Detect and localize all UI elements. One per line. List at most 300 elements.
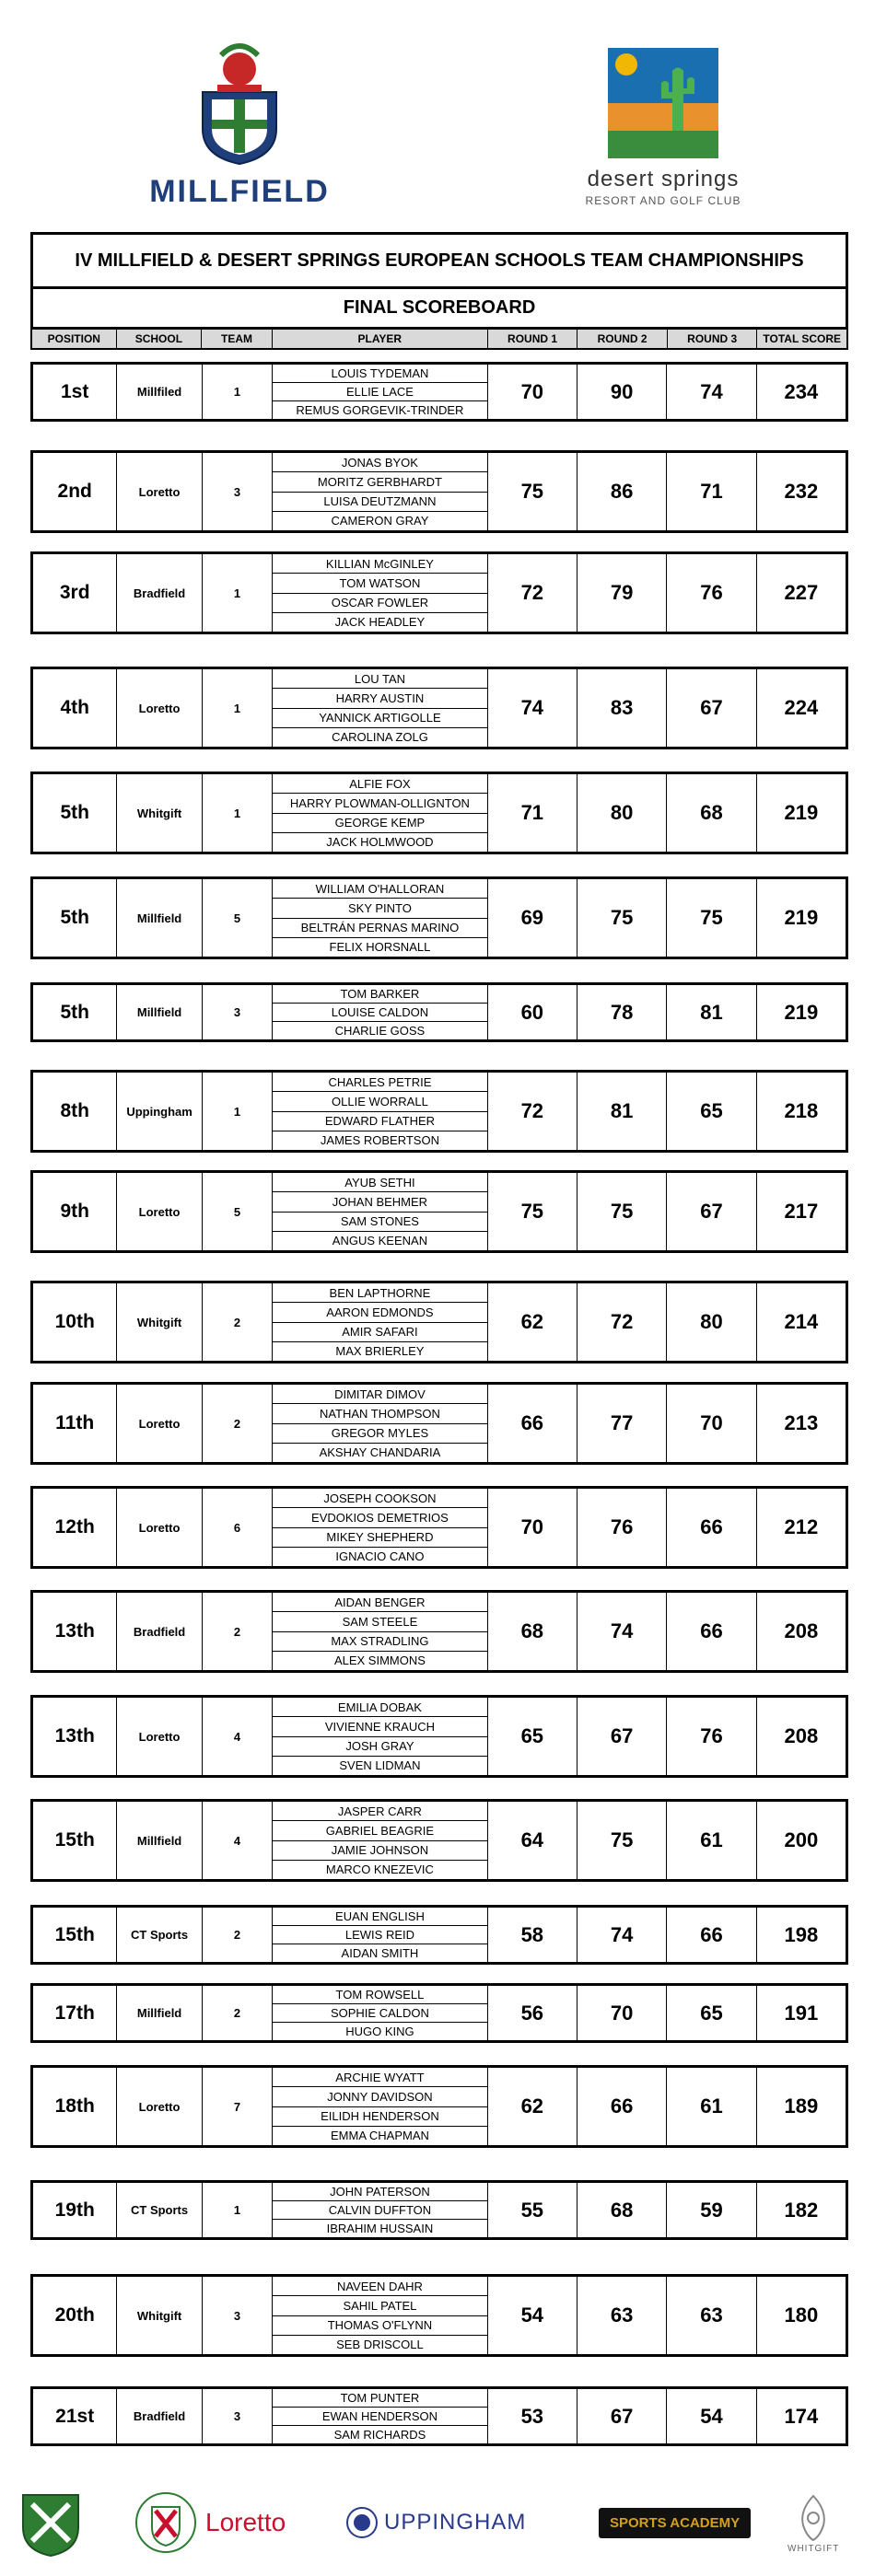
position-cell: 15th xyxy=(33,1908,117,1962)
scoreboard-subtitle: FINAL SCOREBOARD xyxy=(30,289,848,330)
player-name: HUGO KING xyxy=(345,2025,414,2038)
millfield-crest-icon xyxy=(184,37,295,166)
round-3-cell: 80 xyxy=(667,1283,756,1361)
school-cell: Bradfield xyxy=(117,1593,202,1670)
round-3-cell: 75 xyxy=(667,879,756,957)
total-score-cell: 219 xyxy=(784,906,819,929)
round-2-cell: 63 xyxy=(578,2277,667,2354)
school-cell: CT Sports xyxy=(117,2183,202,2237)
position-cell: 11th xyxy=(33,1385,117,1462)
position-cell: 2nd xyxy=(33,453,117,530)
team-cell: 7 xyxy=(203,2068,273,2145)
result-row xyxy=(30,1590,848,1673)
player-name: CAMERON GRAY xyxy=(331,514,429,528)
round-2-cell: 77 xyxy=(578,1385,667,1462)
school-cell: Millfield xyxy=(117,879,202,957)
player-name: LOU TAN xyxy=(273,669,486,689)
position-cell: 13th xyxy=(33,1593,117,1670)
player-name: GABRIEL BEAGRIE xyxy=(273,1821,486,1840)
position-cell: 10th xyxy=(33,1283,117,1361)
total-score-cell: 217 xyxy=(784,1200,819,1223)
player-name: EDWARD FLATHER xyxy=(273,1112,486,1131)
player-name: EMILIA DOBAK xyxy=(273,1698,486,1717)
player-name: EUAN ENGLISH xyxy=(273,1908,486,1926)
players-cell xyxy=(273,1173,487,1250)
whitgift-crest-icon xyxy=(790,2492,836,2544)
school-cell: Millfield xyxy=(117,1986,202,2040)
player-name: EMMA CHAPMAN xyxy=(330,2129,429,2143)
round-2-cell: 75 xyxy=(578,879,667,957)
position-cell: 15th xyxy=(33,1802,117,1879)
school-cell: Millfield xyxy=(117,1802,202,1879)
result-row xyxy=(30,1905,848,1965)
position-cell: 1st xyxy=(33,365,117,419)
round-1-cell: 62 xyxy=(488,1283,578,1361)
player-name: JONNY DAVIDSON xyxy=(273,2087,486,2106)
school-cell: Loretto xyxy=(117,1698,202,1775)
players-cell xyxy=(273,1283,487,1361)
players-cell xyxy=(273,554,487,632)
round-1-cell: 68 xyxy=(488,1593,578,1670)
player-name: YANNICK ARTIGOLLE xyxy=(273,709,486,728)
position-cell: 5th xyxy=(33,985,117,1039)
player-name: VIVIENNE KRAUCH xyxy=(273,1717,486,1736)
loretto-wordmark: Loretto xyxy=(205,2508,286,2536)
round-2-cell: 68 xyxy=(578,2183,667,2237)
player-name: EWAN HENDERSON xyxy=(273,2408,486,2426)
result-row xyxy=(30,2180,848,2240)
player-name: CAROLINA ZOLG xyxy=(332,730,428,745)
team-cell: 3 xyxy=(203,2389,273,2443)
player-name: JASPER CARR xyxy=(273,1802,486,1821)
player-name: CALVIN DUFFTON xyxy=(273,2201,486,2220)
player-name: JONAS BYOK xyxy=(273,453,486,472)
result-row xyxy=(30,2065,848,2148)
column-headers xyxy=(30,330,848,350)
players-cell xyxy=(273,1385,487,1462)
player-name: LOUISE CALDON xyxy=(273,1004,486,1022)
round-1-cell: 53 xyxy=(488,2389,578,2443)
school-cell: Whitgift xyxy=(117,2277,202,2354)
team-cell: 1 xyxy=(203,1073,273,1150)
round-2-cell: 66 xyxy=(578,2068,667,2145)
result-row xyxy=(30,2274,848,2357)
player-name: JACK HOLMWOOD xyxy=(326,835,434,850)
total-score-cell: 219 xyxy=(784,801,819,824)
player-name: NAVEEN DAHR xyxy=(273,2277,486,2296)
result-row xyxy=(30,1983,848,2043)
player-name: MAX BRIERLEY xyxy=(335,1344,425,1359)
round-2-cell: 79 xyxy=(578,554,667,632)
round-3-cell: 67 xyxy=(667,669,756,747)
player-name: IBRAHIM HUSSAIN xyxy=(326,2222,434,2235)
round-1-cell: 69 xyxy=(488,879,578,957)
header-position: POSITION xyxy=(32,330,117,348)
round-2-cell: 83 xyxy=(578,669,667,747)
player-name: LOUIS TYDEMAN xyxy=(273,365,486,383)
player-name: MIKEY SHEPHERD xyxy=(273,1528,486,1548)
total-score-cell: 224 xyxy=(784,696,819,719)
round-3-cell: 66 xyxy=(667,1593,756,1670)
school-cell: CT Sports xyxy=(117,1908,202,1962)
total-score-cell: 227 xyxy=(784,581,819,604)
position-cell: 17th xyxy=(33,1986,117,2040)
result-row xyxy=(30,876,848,959)
player-name: JAMES ROBERTSON xyxy=(320,1133,439,1148)
player-name: AARON EDMONDS xyxy=(273,1303,486,1322)
total-score-cell: 232 xyxy=(784,480,819,503)
team-cell: 2 xyxy=(203,1283,273,1361)
round-3-cell: 70 xyxy=(667,1385,756,1462)
player-name: JOHAN BEHMER xyxy=(273,1192,486,1212)
position-cell: 8th xyxy=(33,1073,117,1150)
player-name: BEN LAPTHORNE xyxy=(273,1283,486,1303)
round-2-cell: 86 xyxy=(578,453,667,530)
total-score-cell: 214 xyxy=(784,1310,819,1333)
position-cell: 3rd xyxy=(33,554,117,632)
team-cell: 3 xyxy=(203,985,273,1039)
position-cell: 5th xyxy=(33,879,117,957)
player-name: OSCAR FOWLER xyxy=(273,594,486,613)
round-3-cell: 63 xyxy=(667,2277,756,2354)
round-1-cell: 75 xyxy=(488,1173,578,1250)
round-3-cell: 54 xyxy=(667,2389,756,2443)
result-row xyxy=(30,551,848,634)
player-name: ALFIE FOX xyxy=(273,774,486,794)
result-row xyxy=(30,1170,848,1253)
round-2-cell: 74 xyxy=(578,1908,667,1962)
player-name: JOSH GRAY xyxy=(273,1737,486,1757)
school-cell: Whitgift xyxy=(117,774,202,852)
round-1-cell: 58 xyxy=(488,1908,578,1962)
result-row xyxy=(30,2386,848,2446)
round-1-cell: 72 xyxy=(488,1073,578,1150)
total-score-cell: 198 xyxy=(784,1922,819,1946)
round-1-cell: 70 xyxy=(488,365,578,419)
total-score-cell: 200 xyxy=(784,1828,819,1851)
school-cell: Millfield xyxy=(117,985,202,1039)
player-name: ELLIE LACE xyxy=(273,383,486,401)
player-name: SAHIL PATEL xyxy=(273,2296,486,2315)
round-3-cell: 76 xyxy=(667,554,756,632)
team-cell: 6 xyxy=(203,1489,273,1566)
player-name: MARCO KNEZEVIC xyxy=(325,1862,434,1877)
total-score-cell: 208 xyxy=(784,1619,819,1642)
round-2-cell: 76 xyxy=(578,1489,667,1566)
round-1-cell: 70 xyxy=(488,1489,578,1566)
player-name: JAMIE JOHNSON xyxy=(273,1841,486,1861)
championship-title: IV MILLFIELD & DESERT SPRINGS EUROPEAN SCHOOLS TEAM CHAMPIONSHIPS xyxy=(30,232,848,289)
school-cell: Loretto xyxy=(117,2068,202,2145)
header-school: SCHOOL xyxy=(117,330,203,348)
round-3-cell: 65 xyxy=(667,1073,756,1150)
player-name: JOSEPH COOKSON xyxy=(273,1489,486,1508)
player-name: AIDAN SMITH xyxy=(341,1946,419,1960)
player-name: SVEN LIDMAN xyxy=(339,1758,421,1773)
player-name: FELIX HORSNALL xyxy=(329,940,431,955)
player-name: TOM PUNTER xyxy=(273,2389,486,2408)
result-row xyxy=(30,667,848,749)
team-cell: 1 xyxy=(203,669,273,747)
player-name: HARRY PLOWMAN-OLLIGNTON xyxy=(273,794,486,813)
team-cell: 3 xyxy=(203,2277,273,2354)
player-name: ANGUS KEENAN xyxy=(332,1234,428,1248)
total-score-cell: 182 xyxy=(784,2198,819,2222)
team-cell: 2 xyxy=(203,1908,273,1962)
header-player: PLAYER xyxy=(273,330,488,348)
team-cell: 2 xyxy=(203,1986,273,2040)
ct-sports-wordmark: SPORTS ACADEMY xyxy=(599,2508,751,2538)
round-1-cell: 71 xyxy=(488,774,578,852)
total-score-cell: 208 xyxy=(784,1724,819,1747)
players-cell xyxy=(273,1986,487,2040)
team-cell: 2 xyxy=(203,1385,273,1462)
bradfield-logo xyxy=(14,2486,88,2559)
round-3-cell: 71 xyxy=(667,453,756,530)
school-cell: Loretto xyxy=(117,1489,202,1566)
position-cell: 4th xyxy=(33,669,117,747)
round-3-cell: 66 xyxy=(667,1489,756,1566)
school-cell: Uppingham xyxy=(117,1073,202,1150)
team-cell: 5 xyxy=(203,1173,273,1250)
team-cell: 2 xyxy=(203,1593,273,1670)
player-name: OLLIE WORRALL xyxy=(273,1092,486,1111)
header-total-score: TOTAL SCORE xyxy=(763,332,842,345)
player-name: THOMAS O'FLYNN xyxy=(273,2316,486,2336)
position-cell: 13th xyxy=(33,1698,117,1775)
school-cell: Loretto xyxy=(117,1173,202,1250)
total-score-cell: 234 xyxy=(784,379,819,403)
player-name: WILLIAM O'HALLORAN xyxy=(273,879,486,899)
result-row xyxy=(30,450,848,533)
player-name: REMUS GORGEVIK-TRINDER xyxy=(296,403,464,417)
round-3-cell: 81 xyxy=(667,985,756,1039)
players-cell xyxy=(273,453,487,530)
position-cell: 12th xyxy=(33,1489,117,1566)
round-2-cell: 80 xyxy=(578,774,667,852)
total-score-cell: 180 xyxy=(784,2303,819,2327)
player-name: GREGOR MYLES xyxy=(273,1424,486,1444)
loretto-crest-icon xyxy=(134,2490,198,2555)
ct-sports-logo xyxy=(599,2486,751,2559)
round-3-cell: 61 xyxy=(667,1802,756,1879)
players-cell xyxy=(273,879,487,957)
round-1-cell: 64 xyxy=(488,1802,578,1879)
result-row xyxy=(30,362,848,422)
player-name: JACK HEADLEY xyxy=(334,615,426,630)
team-cell: 4 xyxy=(203,1802,273,1879)
position-cell: 5th xyxy=(33,774,117,852)
round-3-cell: 61 xyxy=(667,2068,756,2145)
players-cell xyxy=(273,365,487,419)
round-3-cell: 74 xyxy=(667,365,756,419)
round-2-cell: 67 xyxy=(578,2389,667,2443)
result-row xyxy=(30,1281,848,1363)
player-name: TOM BARKER xyxy=(273,985,486,1004)
players-cell xyxy=(273,2068,487,2145)
team-cell: 5 xyxy=(203,879,273,957)
result-row xyxy=(30,1382,848,1465)
scoreboard-header xyxy=(30,232,848,350)
round-1-cell: 66 xyxy=(488,1385,578,1462)
player-name: SAM RICHARDS xyxy=(333,2428,426,2442)
team-cell: 1 xyxy=(203,365,273,419)
player-name: TOM WATSON xyxy=(273,574,486,593)
players-cell xyxy=(273,774,487,852)
round-1-cell: 65 xyxy=(488,1698,578,1775)
result-row xyxy=(30,1799,848,1882)
player-name: LUISA DEUTZMANN xyxy=(273,493,486,512)
round-2-cell: 75 xyxy=(578,1802,667,1879)
players-cell xyxy=(273,1698,487,1775)
player-name: SEB DRISCOLL xyxy=(336,2338,424,2352)
round-3-cell: 65 xyxy=(667,1986,756,2040)
whitgift-logo xyxy=(788,2486,839,2559)
player-name: CHARLES PETRIE xyxy=(273,1073,486,1092)
player-name: KILLIAN McGINLEY xyxy=(273,554,486,574)
total-score-cell: 191 xyxy=(784,2001,819,2025)
players-cell xyxy=(273,1802,487,1879)
player-name: AKSHAY CHANDARIA xyxy=(319,1445,441,1460)
round-1-cell: 62 xyxy=(488,2068,578,2145)
round-1-cell: 56 xyxy=(488,1986,578,2040)
team-cell: 4 xyxy=(203,1698,273,1775)
round-1-cell: 54 xyxy=(488,2277,578,2354)
total-score-cell: 189 xyxy=(784,2094,819,2118)
result-row xyxy=(30,982,848,1042)
millfield-logo xyxy=(147,37,332,210)
round-2-cell: 70 xyxy=(578,1986,667,2040)
total-score-cell: 218 xyxy=(784,1099,819,1122)
bradfield-crest-icon xyxy=(14,2486,88,2559)
millfield-wordmark: MILLFIELD xyxy=(149,174,330,209)
position-cell: 18th xyxy=(33,2068,117,2145)
player-name: ARCHIE WYATT xyxy=(273,2068,486,2087)
player-name: MORITZ GERBHARDT xyxy=(273,472,486,492)
player-name: HARRY AUSTIN xyxy=(273,689,486,708)
team-cell: 1 xyxy=(203,2183,273,2237)
player-name: JOHN PATERSON xyxy=(273,2183,486,2201)
players-cell xyxy=(273,1593,487,1670)
player-name: TOM ROWSELL xyxy=(273,1986,486,2004)
player-name: SOPHIE CALDON xyxy=(273,2004,486,2023)
player-name: DIMITAR DIMOV xyxy=(273,1385,486,1404)
school-cell: Loretto xyxy=(117,1385,202,1462)
player-name: BELTRÁN PERNAS MARINO xyxy=(273,919,486,938)
round-2-cell: 90 xyxy=(578,365,667,419)
player-name: EILIDH HENDERSON xyxy=(273,2107,486,2127)
header-round-1: ROUND 1 xyxy=(488,330,578,348)
players-cell xyxy=(273,1489,487,1566)
header-team: TEAM xyxy=(202,330,273,348)
round-2-cell: 74 xyxy=(578,1593,667,1670)
total-score-cell: 174 xyxy=(784,2404,819,2428)
player-name: EVDOKIOS DEMETRIOS xyxy=(273,1508,486,1527)
players-cell xyxy=(273,2183,487,2237)
player-name: SAM STONES xyxy=(273,1213,486,1232)
players-cell xyxy=(273,2277,487,2354)
school-cell: Millfiled xyxy=(117,365,202,419)
round-3-cell: 76 xyxy=(667,1698,756,1775)
round-3-cell: 67 xyxy=(667,1173,756,1250)
position-cell: 19th xyxy=(33,2183,117,2237)
desert-springs-logo xyxy=(553,48,774,207)
result-row xyxy=(30,772,848,854)
school-cell: Whitgift xyxy=(117,1283,202,1361)
round-2-cell: 67 xyxy=(578,1698,667,1775)
desert-springs-wordmark: desert springs xyxy=(587,167,740,191)
result-row xyxy=(30,1070,848,1153)
round-2-cell: 75 xyxy=(578,1173,667,1250)
footer-logos xyxy=(0,2486,875,2569)
header-logos xyxy=(0,37,875,209)
total-score-cell: 213 xyxy=(784,1411,819,1434)
round-3-cell: 68 xyxy=(667,774,756,852)
total-score-cell: 219 xyxy=(784,1000,819,1024)
desert-springs-cactus-icon xyxy=(608,48,718,158)
round-1-cell: 55 xyxy=(488,2183,578,2237)
round-2-cell: 78 xyxy=(578,985,667,1039)
round-3-cell: 59 xyxy=(667,2183,756,2237)
position-cell: 21st xyxy=(33,2389,117,2443)
desert-springs-tagline: RESORT AND GOLF CLUB xyxy=(585,194,741,207)
round-1-cell: 60 xyxy=(488,985,578,1039)
header-round-3: ROUND 3 xyxy=(668,330,758,348)
school-cell: Loretto xyxy=(117,669,202,747)
round-1-cell: 72 xyxy=(488,554,578,632)
players-cell xyxy=(273,1908,487,1962)
players-cell xyxy=(273,669,487,747)
round-2-cell: 81 xyxy=(578,1073,667,1150)
round-1-cell: 75 xyxy=(488,453,578,530)
player-name: GEORGE KEMP xyxy=(273,814,486,833)
players-cell xyxy=(273,2389,487,2443)
player-name: NATHAN THOMPSON xyxy=(273,1404,486,1423)
round-3-cell: 66 xyxy=(667,1908,756,1962)
school-cell: Bradfield xyxy=(117,2389,202,2443)
player-name: ALEX SIMMONS xyxy=(333,1654,426,1668)
player-name: IGNACIO CANO xyxy=(335,1549,425,1564)
school-cell: Bradfield xyxy=(117,554,202,632)
player-name: SAM STEELE xyxy=(273,1612,486,1631)
player-name: MAX STRADLING xyxy=(273,1632,486,1652)
player-name: CHARLIE GOSS xyxy=(334,1024,426,1038)
position-cell: 20th xyxy=(33,2277,117,2354)
round-1-cell: 74 xyxy=(488,669,578,747)
whitgift-wordmark: WHITGIFT xyxy=(788,2543,840,2554)
uppingham-wordmark: UPPINGHAM xyxy=(384,2510,527,2535)
result-row xyxy=(30,1695,848,1778)
uppingham-logo xyxy=(345,2486,526,2559)
team-cell: 3 xyxy=(203,453,273,530)
position-cell: 9th xyxy=(33,1173,117,1250)
player-name: AMIR SAFARI xyxy=(273,1323,486,1342)
school-cell: Loretto xyxy=(117,453,202,530)
round-2-cell: 72 xyxy=(578,1283,667,1361)
player-name: SKY PINTO xyxy=(273,899,486,918)
total-score-cell: 212 xyxy=(784,1515,819,1538)
players-cell xyxy=(273,985,487,1039)
player-name: AIDAN BENGER xyxy=(273,1593,486,1612)
player-name: LEWIS REID xyxy=(273,1926,486,1944)
players-cell xyxy=(273,1073,487,1150)
team-cell: 1 xyxy=(203,554,273,632)
player-name: AYUB SETHI xyxy=(273,1173,486,1192)
team-cell: 1 xyxy=(203,774,273,852)
loretto-logo xyxy=(134,2486,286,2559)
uppingham-crest-icon xyxy=(345,2506,379,2539)
header-round-2: ROUND 2 xyxy=(578,330,668,348)
